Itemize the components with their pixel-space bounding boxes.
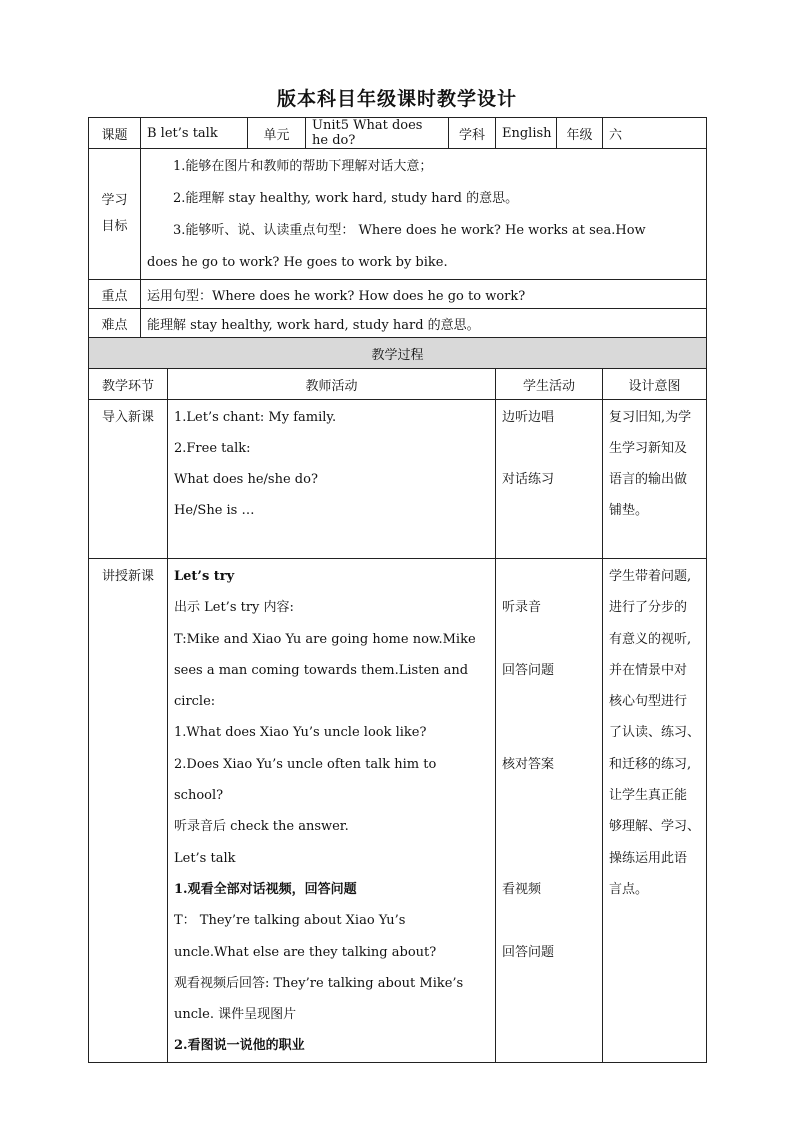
column-teacher: 教师活动 xyxy=(168,369,496,400)
page-title: 版本科目年级课时教学设计 xyxy=(276,88,517,110)
new-lesson-row xyxy=(89,559,707,1063)
objectives-row xyxy=(89,149,707,280)
subject-label: 学科 xyxy=(449,118,496,149)
difficulty-value: 能理解 stay healthy, work hard, study hard 的意思。 xyxy=(141,309,707,338)
unit-label: 单元 xyxy=(248,118,306,149)
objectives-content xyxy=(141,149,707,280)
difficulty-label: 难点 xyxy=(89,309,141,338)
intro-intent: 复习旧知,为学 生学习新知及 语言的输出做 铺垫。 xyxy=(603,400,707,559)
objective-item: does he go to work? He goes to work by bike. xyxy=(147,255,448,270)
column-student: 学生活动 xyxy=(496,369,603,400)
grade-label: 年级 xyxy=(557,118,603,149)
objective-item: 3.能够听、说、认读重点句型： Where does he work? He works at sea.How xyxy=(173,223,646,238)
topic-value: B let’s talk xyxy=(141,118,248,149)
new-teacher: Let’s try 出示 Let’s try 内容: T:Mike and Xiao Yu are going home now.Mike sees a man coming towards them.Listen and circle: 1.What does Xiao Yu’s uncle look like? 2.Does Xiao Yu’s uncle often talk him to school? 听录音后 check the answer. Let’s talk 1.观看全部对话视频，回答问题 T： They’re talking about Xiao Yu’s uncle.What else are they talking about? 观看视频后回答: They’re talking about Mike’s uncle. 课件呈现图片 2.看图说一说他的职业 xyxy=(168,559,496,1063)
intro-teacher: 1.Let’s chant: My family. 2.Free talk: What does he/she do? He/She is … xyxy=(168,400,496,559)
new-student: 听录音 回答问题 核对答案 看视频 回答问题 xyxy=(496,559,603,1063)
process-columns-row xyxy=(89,369,707,400)
key-point-row xyxy=(89,280,707,309)
objective-item: 2.能理解 stay healthy, work hard, study hard 的意思。 xyxy=(173,191,519,206)
key-point-label: 重点 xyxy=(89,280,141,309)
intro-stage: 导入新课 xyxy=(89,400,168,559)
intro-row xyxy=(89,400,707,559)
column-intent: 设计意图 xyxy=(603,369,707,400)
info-row xyxy=(89,118,707,149)
grade-value: 六 xyxy=(603,118,707,149)
column-stage: 教学环节 xyxy=(89,369,168,400)
intro-student: 边听边唱 对话练习 xyxy=(496,400,603,559)
subject-value: English xyxy=(496,118,557,149)
key-point-value: 运用句型：Where does he work? How does he go to work? xyxy=(141,280,707,309)
objectives-label: 学习 目标 xyxy=(89,149,141,280)
process-header-row xyxy=(89,338,707,369)
difficulty-row xyxy=(89,309,707,338)
objective-item: 1.能够在图片和教师的帮助下理解对话大意； xyxy=(173,159,433,174)
unit-value: Unit5 What does he do? xyxy=(306,118,449,149)
lesson-plan-table xyxy=(88,117,707,1063)
topic-label: 课题 xyxy=(89,118,141,149)
new-intent: 学生带着问题, 进行了分步的 有意义的视听, 并在情景中对 核心句型进行 了认读、练习、 和迁移的练习, 让学生真正能 够理解、学习、 操练运用此语 言点。 xyxy=(603,559,707,1063)
new-stage: 讲授新课 xyxy=(89,559,168,1063)
process-header: 教学过程 xyxy=(89,338,707,369)
